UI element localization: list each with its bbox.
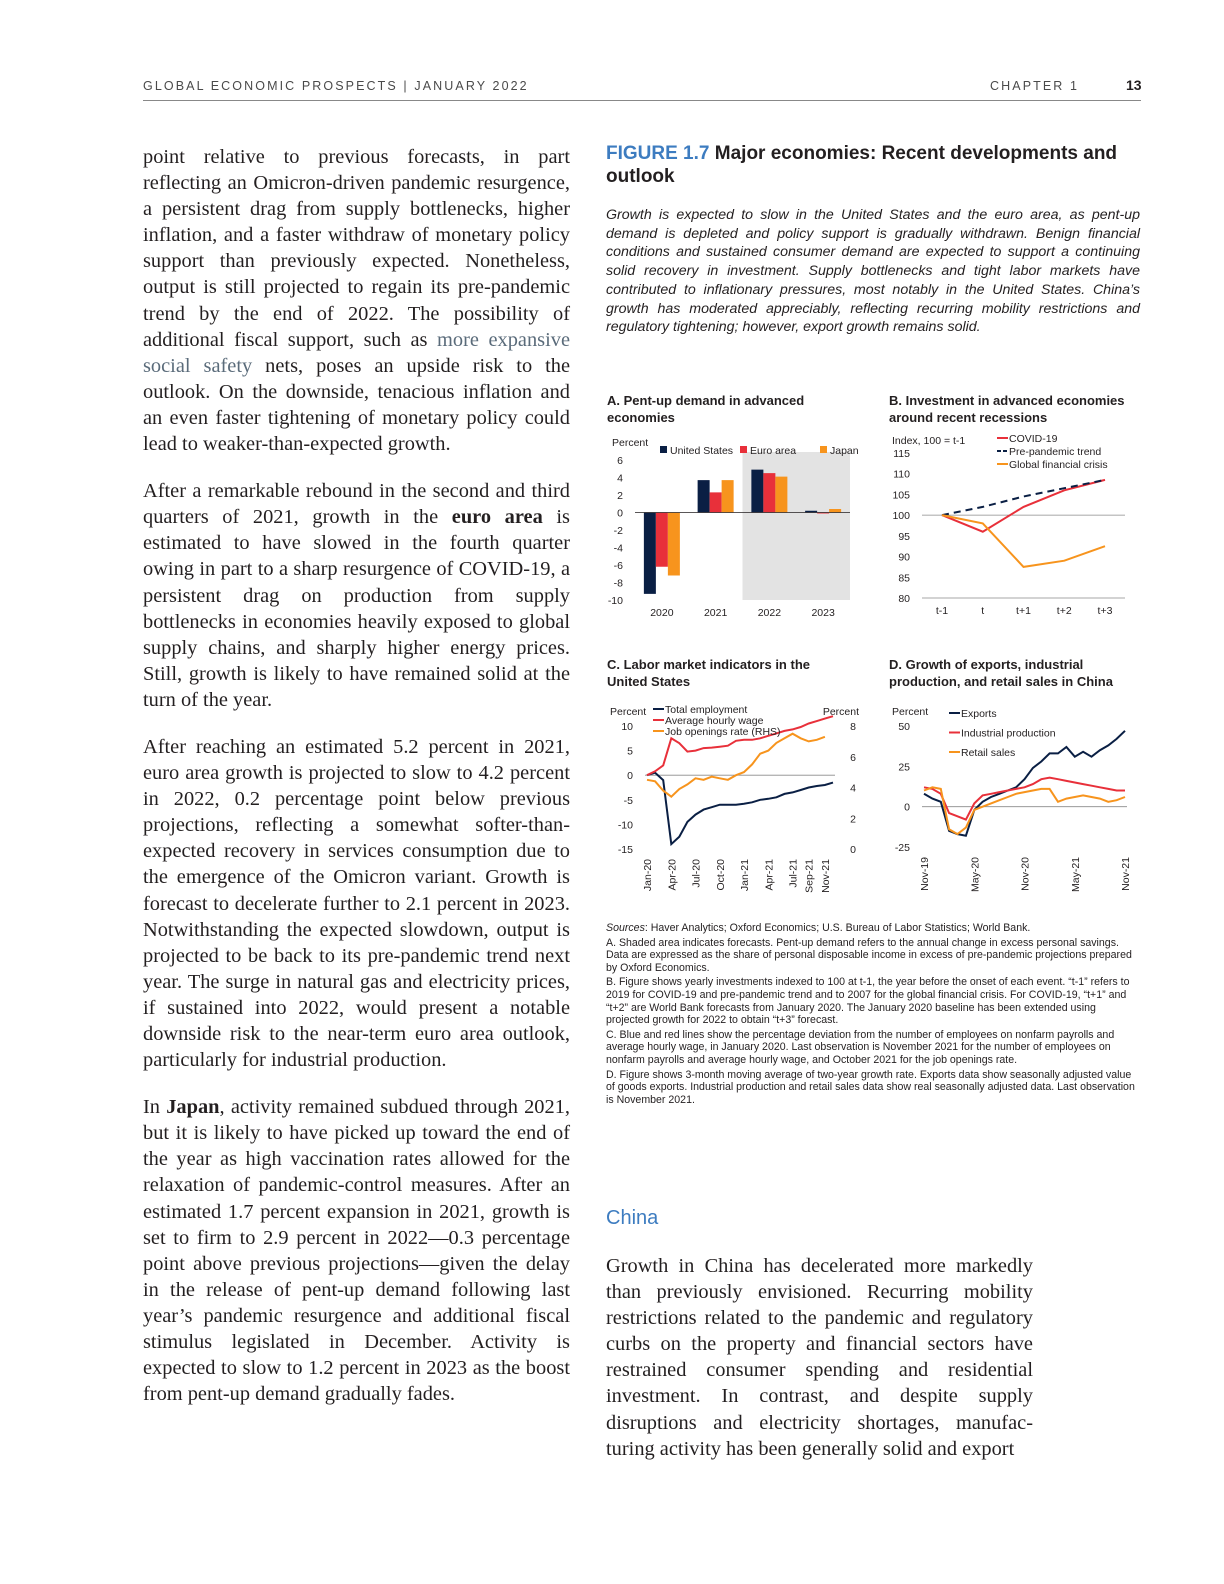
- legend-swatch: [740, 446, 747, 453]
- paragraph-euro-forecast: After reaching an estimated 5.2 percent in 2021, euro area growth is projected to slow to 4.2 percent in 2022, 0.2 percentage point below previous projections, reflecting a somewhat softer-than-expected recovery in services consumption due to the emergence of the Omicron variant. Growth is forecast to decelerate further to 2.1 percent in 2023. Notwithstanding the expected slowdown, output is projected to be back to its pre-pandemic trend next year. The surge in natural gas and electricity prices, if sustained into 2022, would present a notable downside risk to the near-term euro area outlook, particularly for industrial production.: [143, 735, 570, 1072]
- y-tick-label: 80: [898, 593, 910, 605]
- bar-united-states: [698, 480, 710, 512]
- y-tick-label: 6: [617, 455, 623, 467]
- y-tick-label: -4: [613, 542, 623, 555]
- y-axis-unit: Index, 100 = t-1: [892, 435, 966, 447]
- bar-japan: [668, 513, 680, 576]
- y-tick-label: 85: [898, 572, 910, 585]
- y-tick-label: -8: [613, 577, 623, 590]
- legend-label: Retail sales: [961, 747, 1016, 759]
- section-heading-china: China: [606, 1207, 659, 1229]
- y-tick-label: -6: [613, 560, 623, 572]
- paragraph-japan: In Japan, activity remained subdued through 2021, but it is likely to have picked up toward the end of the year as high vaccination rates allowed for the relaxation of pandemic-control measures. After an estimated 1.7 percent expansion in 2021, growth is set to firm to 2.9 percent in 2022—0.3 percentage point above previous projections—given the delay in the release of pent-up demand following last year’s pandemic resurgence and additional fiscal stimulus legislated in December. Activity is expected to slow to 1.2 percent in 2023 as the boost from pent-up demand gradually fades.: [143, 1096, 570, 1406]
- legend-label: Total employment: [665, 704, 748, 716]
- y-right-tick-label: 6: [850, 751, 856, 764]
- series-line-total-employment: [647, 773, 833, 844]
- y-tick-label: -15: [617, 844, 633, 856]
- y-tick-label: 0: [627, 770, 633, 783]
- y-tick-label: 115: [893, 448, 910, 460]
- x-tick-label: May-21: [1069, 857, 1082, 893]
- y-tick-label: 0: [904, 801, 910, 814]
- paragraph-china: Growth in China has decelerated more markedly than previously envisioned. Recurring mobility restrictions related to the pandemic and regulatory curbs on the property and financial sectors have restrained consumer spending and residential investment. In contrast, and despite supply disruptions and electricity shortages, manufac-turing activity has been generally solid and export: [606, 1255, 1033, 1460]
- x-tick-label: 2020: [650, 607, 674, 619]
- legend-label: Average hourly wage: [665, 715, 764, 727]
- x-tick-label: Apr-20: [666, 859, 679, 891]
- y-tick-label: 100: [892, 510, 910, 523]
- y-tick-label: 110: [893, 468, 910, 481]
- bar-united-states: [751, 470, 763, 513]
- x-tick-label: Jul-21: [787, 859, 800, 888]
- y-tick-label: 25: [898, 761, 910, 774]
- x-tick-label: 2022: [757, 607, 782, 619]
- figure-notes: [606, 922, 1140, 1108]
- note-b: B. Figure shows yearly investments indexed to 100 at t-1, the year before the onset of each event. “t-1” refers to 2019 for COVID-19 and pre-pandemic trend and to 2007 for the global financial crisis. For COVID-19, “t+1” and “t+2” are World Bank forecasts from January 2020. The January 2020 baseline has been extended using projected growth for 2022 to obtain “t+3” forecast.: [606, 976, 1130, 1027]
- x-tick-label: Jul-20: [690, 859, 703, 888]
- china-text-column: [606, 1253, 1033, 1483]
- x-tick-label: Nov-20: [1019, 857, 1032, 891]
- x-tick-label: Apr-21: [763, 859, 776, 891]
- panel-c-title: C. Labor market indicators in the United States: [607, 657, 810, 689]
- x-tick-label: t+2: [1056, 605, 1072, 617]
- x-tick-label: Nov-21: [819, 859, 832, 893]
- legend-label: Global financial crisis: [1009, 459, 1108, 471]
- y-right-axis-unit: Percent: [822, 706, 859, 718]
- x-tick-label: Nov-19: [919, 857, 931, 891]
- y-tick-label: 95: [898, 530, 910, 543]
- x-tick-label: t: [981, 605, 985, 617]
- y-tick-label: 4: [617, 472, 623, 485]
- x-tick-label: 2023: [811, 607, 835, 619]
- series-line-covid-19: [942, 480, 1105, 532]
- figure-description: Growth is expected to slow in the United States and the euro area, as pent-up demand is depleted and policy support is gradually withdrawn. Benign financial conditions and sustained consumer demand are expected to support a continuing solid recovery in investment. Supply bottlenecks and tight labor markets have contributed to inflationary pressures, most notably in the United States. China’s growth has moderated appreciably, reflecting recurring mobility restrictions and regulatory tightening; however, export growth remains solid.: [606, 207, 1140, 336]
- y-tick-label: -10: [617, 819, 633, 832]
- series-line-exports: [924, 731, 1125, 836]
- bar-euro-area: [763, 473, 775, 512]
- legend-label: Euro area: [750, 445, 797, 457]
- y-tick-label: 5: [627, 745, 633, 758]
- y-right-tick-label: 8: [850, 721, 856, 733]
- chart-panel-b: [880, 430, 1140, 630]
- x-tick-label: Jan-21: [739, 859, 752, 892]
- legend-label: Pre-pandemic trend: [1009, 446, 1102, 458]
- y-tick-label: 90: [898, 551, 910, 564]
- chart-panel-a: [600, 430, 860, 630]
- y-right-tick-label: 0: [850, 844, 856, 856]
- header-rule: [143, 100, 1141, 101]
- legend-label: Job openings rate (RHS): [665, 726, 781, 738]
- running-header: GLOBAL ECONOMIC PROSPECTS | JANUARY 2022: [143, 79, 529, 93]
- bar-euro-area: [710, 492, 722, 512]
- chart-panel-c: [600, 700, 860, 900]
- legend-label: Japan: [830, 445, 859, 457]
- y-axis-unit: Percent: [892, 706, 929, 718]
- legend-label: Exports: [961, 708, 997, 720]
- series-line-global-financial-crisis: [942, 515, 1105, 567]
- panel-a-title: A. Pent-up demand in advanced economies: [607, 393, 805, 425]
- legend-label: United States: [670, 445, 734, 457]
- left-text-column: [143, 144, 570, 1428]
- note-d: D. Figure shows 3-month moving average of two-year growth rate. Exports data show seasonally adjusted value of goods exports. Industrial production and retail sales data show real seasonally adjusted data. Last observation is November 2021.: [606, 1068, 1135, 1106]
- x-tick-label: t-1: [935, 605, 949, 617]
- x-tick-label: Oct-20: [714, 859, 727, 891]
- chapter-label: CHAPTER 1: [990, 79, 1080, 93]
- bar-united-states: [644, 513, 656, 594]
- paragraph-outlook: point relative to previous forecasts, in part reflecting an Omicron-driven pandemic resurgence, a persistent drag from supply bottlenecks, higher inflation, and a faster withdraw of monetary policy support than previously expected. Nonetheless, output is still projected to regain its pre-pandemic trend by the end of 2022. The possibility of additional fiscal support, such as more expansive social safety nets, poses an upside risk to the outlook. On the downside, tenacious inflation and an even faster tightening of monetary policy could lead to weaker-than-expected growth.: [143, 146, 570, 456]
- y-axis-unit: Percent: [610, 706, 647, 718]
- y-tick-label: 105: [892, 489, 910, 502]
- y-axis-unit: Percent: [612, 437, 649, 449]
- y-tick-label: -2: [613, 525, 623, 537]
- x-tick-label: Jan-20: [642, 859, 654, 892]
- panel-b-title: B. Investment in advanced economies around recent recessions: [889, 393, 1125, 425]
- legend-label: Industrial production: [961, 727, 1056, 740]
- page-number: 13: [1126, 77, 1142, 93]
- series-line-retail-sales: [924, 787, 1125, 834]
- bar-japan: [722, 480, 734, 512]
- inline-link-text: more expansive social safety: [143, 328, 570, 377]
- legend-swatch: [660, 446, 667, 453]
- legend-label: COVID-19: [1009, 433, 1058, 445]
- x-tick-label: 2021: [703, 607, 728, 619]
- y-tick-label: 2: [617, 490, 623, 502]
- x-tick-label: May-20: [969, 857, 982, 893]
- x-tick-label: Sep-21: [803, 859, 816, 893]
- y-tick-label: 50: [898, 721, 910, 733]
- x-tick-label: t+3: [1097, 605, 1113, 617]
- x-tick-label: Nov-21: [1120, 857, 1132, 891]
- y-tick-label: 0: [617, 507, 623, 520]
- series-line-job-openings-rate-rhs-: [647, 734, 825, 797]
- x-tick-label: t+1: [1016, 605, 1031, 617]
- y-tick-label: -5: [623, 794, 633, 807]
- y-right-tick-label: 4: [850, 782, 856, 795]
- chart-panel-d: [880, 700, 1140, 900]
- y-right-tick-label: 2: [850, 813, 856, 826]
- y-tick-label: 10: [621, 721, 633, 733]
- bar-japan: [829, 509, 841, 513]
- bar-japan: [775, 477, 787, 513]
- note-c: C. Blue and red lines show the percentage deviation from the number of employees on nonfarm payrolls and average hourly wage, in January 2020. Last observation is November 2021 for the number of employees on nonfarm payrolls and average hourly wage, and October 2021 for the job openings rate.: [606, 1028, 1115, 1066]
- note-a: A. Shaded area indicates forecasts. Pent-up demand refers to the annual change in excess personal savings. Data are expressed as the share of personal disposable income in excess of pre-pandemic projections prepared by Oxford Economics.: [606, 936, 1132, 974]
- legend-swatch: [820, 446, 827, 453]
- bar-euro-area: [656, 513, 668, 567]
- panel-d-title: D. Growth of exports, industrial production, and retail sales in China: [889, 657, 1113, 689]
- y-tick-label: -10: [607, 595, 623, 607]
- sources-note: Sources: Haver Analytics; Oxford Economics; U.S. Bureau of Labor Statistics; World Bank.: [606, 922, 1031, 934]
- y-tick-label: -25: [894, 842, 910, 854]
- paragraph-euro-area: After a remarkable rebound in the second and third quarters of 2021, growth in the euro area is estimated to have slowed in the fourth quarter owing in part to a sharp resurgence of COVID-19, a persistent drag on production from supply bottlenecks in economies heavily exposed to global supply chains, and sharply higher energy prices. Still, growth is likely to have remained solid at the turn of the year.: [143, 480, 570, 711]
- figure-title: FIGURE 1.7 Major economies: Recent developments and outlook: [606, 143, 1118, 187]
